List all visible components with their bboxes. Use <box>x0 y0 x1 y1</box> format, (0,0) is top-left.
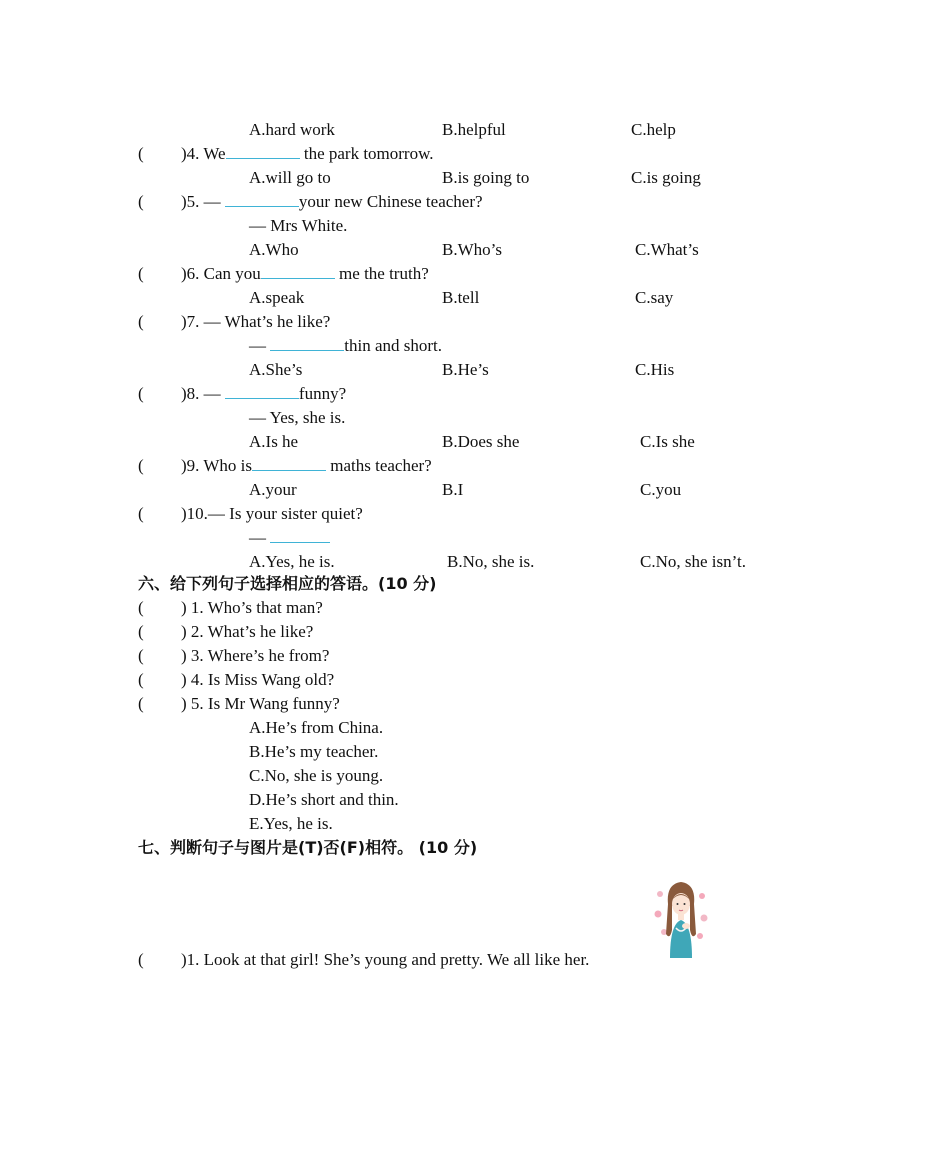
s6-q1-text: ) 1. Who’s that man? <box>181 598 323 617</box>
q4-option-a: A.will go to <box>249 168 331 187</box>
q9-option-b: B.I <box>442 480 464 499</box>
q10-paren: ( <box>138 504 144 523</box>
q6-option-b: B.tell <box>442 288 480 307</box>
s6-q1-paren: ( <box>138 598 144 617</box>
q9-option-a: A.your <box>249 480 297 499</box>
q8-option-b: B.Does she <box>442 432 520 451</box>
q7-reply-text: — thin and short. <box>249 336 442 355</box>
s7-q1-text: )1. Look at that girl! She’s young and pretty. We all like her. <box>181 950 590 969</box>
q8-blank[interactable] <box>225 382 299 399</box>
q7-text: )7. — What’s he like? <box>181 312 331 331</box>
q6-option-c: C.say <box>635 288 674 307</box>
q7-paren: ( <box>138 312 144 331</box>
q9-option-c: C.you <box>640 480 682 499</box>
q4-paren: ( <box>138 144 144 163</box>
q6-blank[interactable] <box>261 262 335 279</box>
q10-reply-text: — <box>249 526 330 550</box>
s6-answer-d-text: D.He’s short and thin. <box>249 790 399 809</box>
s6-answer-a-text: A.He’s from China. <box>249 718 384 737</box>
s6-q4-paren: ( <box>138 670 144 689</box>
q3-option-b: B.helpful <box>442 120 506 139</box>
q3-option-a: A.hard work <box>249 120 335 139</box>
q10-option-c: C.No, she isn’t. <box>640 552 746 571</box>
q5-reply-text: — Mrs White. <box>249 216 348 235</box>
q7-option-b: B.He’s <box>442 360 489 379</box>
q6-option-a: A.speak <box>249 288 305 307</box>
q6-paren: ( <box>138 264 144 283</box>
q7-blank[interactable] <box>270 334 344 351</box>
s6-q4-text: ) 4. Is Miss Wang old? <box>181 670 335 689</box>
q10-option-a: A.Yes, he is. <box>249 552 335 571</box>
s6-answer-e-text: E.Yes, he is. <box>249 814 333 833</box>
section7-heading: 七、判断句子与图片是(T)否(F)相符。 (10 分) <box>138 838 478 857</box>
q5-option-b: B.Who’s <box>442 240 502 259</box>
q5-option-c: C.What’s <box>635 240 699 259</box>
q7-option-c: C.His <box>635 360 675 379</box>
q5-paren: ( <box>138 192 144 211</box>
q7-option-a: A.She’s <box>249 360 303 379</box>
s6-q3-paren: ( <box>138 646 144 665</box>
q4-option-b: B.is going to <box>442 168 530 187</box>
s6-q3-text: ) 3. Where’s he from? <box>181 646 330 665</box>
q8-option-c: C.Is she <box>640 432 695 451</box>
q9-blank[interactable] <box>252 454 326 471</box>
section6-heading: 六、给下列句子选择相应的答语。(10 分) <box>138 574 437 593</box>
q10-text: )10.— Is your sister quiet? <box>181 504 363 523</box>
s6-q5-text: ) 5. Is Mr Wang funny? <box>181 694 340 713</box>
q8-paren: ( <box>138 384 144 403</box>
q10-option-b: B.No, she is. <box>447 552 535 571</box>
s7-q1-paren: ( <box>138 950 144 969</box>
q5-option-a: A.Who <box>249 240 299 259</box>
q4-blank[interactable] <box>226 142 300 159</box>
s6-q2-paren: ( <box>138 622 144 641</box>
q3-option-c: C.help <box>631 120 676 139</box>
q6-text: )6. Can you me the truth? <box>181 264 429 283</box>
q9-paren: ( <box>138 456 144 475</box>
q10-blank[interactable] <box>270 526 330 543</box>
s6-answer-c-text: C.No, she is young. <box>249 766 384 785</box>
s6-answer-b-text: B.He’s my teacher. <box>249 742 379 761</box>
q9-text: )9. Who is maths teacher? <box>181 456 432 475</box>
q8-option-a: A.Is he <box>249 432 299 451</box>
girl-illustration <box>652 874 710 958</box>
s6-q2-text: ) 2. What’s he like? <box>181 622 314 641</box>
s6-q5-paren: ( <box>138 694 144 713</box>
q4-option-c: C.is going <box>631 168 701 187</box>
q5-text: )5. — your new Chinese teacher? <box>181 192 483 211</box>
q5-blank[interactable] <box>225 190 299 207</box>
q8-text: )8. — funny? <box>181 384 347 403</box>
q4-text: )4. We the park tomorrow. <box>181 144 434 163</box>
q8-reply-text: — Yes, she is. <box>249 408 346 427</box>
